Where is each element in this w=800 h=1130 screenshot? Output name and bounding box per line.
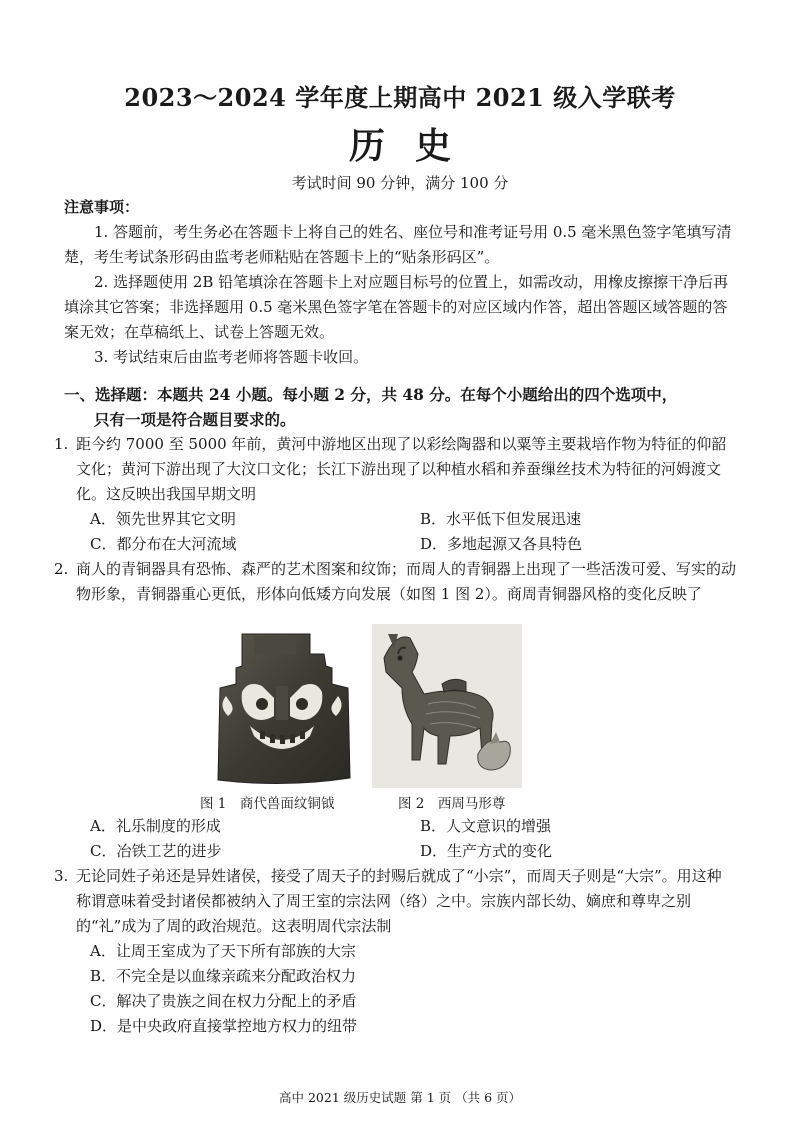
question-stem bbox=[54, 864, 736, 939]
question-stem bbox=[54, 557, 737, 607]
question-number: 3. bbox=[54, 867, 69, 885]
option-c: C．都分布在大河流域 bbox=[90, 535, 237, 553]
notice-item: 2. 选择题使用 2B 铅笔填涂在答题卡上对应题目标号的位置上，如需改动，用橡皮擦擦干净后再填涂其它答案；非选择题用 0.5 毫米黑色签字笔在答题卡的对应区域内作答，超出答题区域答题的答案无效；在草稿纸上、试卷上答题无效。 bbox=[64, 273, 729, 341]
subject-title: 历史 bbox=[348, 125, 481, 167]
option-b: B．人文意识的增强 bbox=[420, 817, 552, 835]
question-2-options bbox=[76, 814, 736, 864]
option-d: D．生产方式的变化 bbox=[420, 842, 553, 860]
option-d: D．多地起源又各具特色 bbox=[420, 535, 583, 553]
question-text: 商人的青铜器具有恐怖、森严的艺术图案和纹饰；而周人的青铜器上出现了一些活泼可爱、写实的动物形象，青铜器重心更低，形体向低矮方向发展（如图 1 图 2）。商周青铜器风格的变化反映了 bbox=[76, 560, 737, 603]
option-a: A．领先世界其它文明 bbox=[90, 510, 236, 528]
exam-title: 2023～2024 学年度上期高中 2021 级入学联考 bbox=[124, 83, 676, 112]
option-list bbox=[90, 814, 736, 864]
section-heading-line1: 一、选择题：本题共 24 小题。每小题 2 分，共 48 分。在每个小题给出的四个选项中， bbox=[64, 385, 678, 404]
question-number: 2. bbox=[54, 560, 69, 578]
figures-row bbox=[200, 624, 674, 824]
question-3 bbox=[54, 864, 736, 1039]
option-b: B．水平低下但发展迅速 bbox=[420, 510, 582, 528]
question-text: 距今约 7000 至 5000 年前，黄河中游地区出现了以彩绘陶器和以粟等主要栽培作物为特征的仰韶文化；黄河下游出现了大汶口文化；长江下游出现了以种植水稻和养蚕缫丝技术为特征的河姆渡文化。这反映出我国早期文明 bbox=[76, 435, 727, 503]
question-2 bbox=[54, 557, 737, 607]
figure-1-caption: 图 1 商代兽面纹铜钺 bbox=[200, 796, 335, 812]
option-a: A．礼乐制度的形成 bbox=[90, 817, 221, 835]
option-c: C．冶铁工艺的进步 bbox=[90, 842, 222, 860]
bronze-yue-axe-image bbox=[214, 632, 352, 788]
question-number: 1. bbox=[54, 435, 69, 453]
option-b: B．不完全是以血缘亲疏来分配政治权力 bbox=[90, 967, 357, 985]
figure-2-caption: 图 2 西周马形尊 bbox=[398, 796, 506, 812]
bronze-horse-zun-image bbox=[372, 624, 522, 788]
notice-item: 1. 答题前，考生务必在答题卡上将自己的姓名、座位号和准考证号用 0.5 毫米黑色签字笔填写清楚，考生考试条形码由监考老师粘贴在答题卡上的“贴条形码区”。 bbox=[64, 223, 732, 266]
exam-info: 考试时间 90 分钟，满分 100 分 bbox=[291, 174, 509, 192]
option-d: D．是中央政府直接掌控地方权力的纽带 bbox=[90, 1017, 358, 1035]
option-a: A．让周王室成为了天下所有部族的大宗 bbox=[90, 942, 356, 960]
section-heading bbox=[64, 382, 744, 432]
question-stem bbox=[54, 432, 736, 507]
page-footer: 高中 2021 级历史试题 第 1 页 （共 6 页） bbox=[278, 1090, 521, 1105]
option-list bbox=[90, 939, 736, 1039]
option-list bbox=[90, 507, 736, 557]
notice-heading: 注意事项： bbox=[64, 198, 140, 216]
question-text: 无论同姓子弟还是异姓诸侯，接受了周天子的封赐后就成了“小宗”，而周天子则是“大宗”。用这种称谓意味着受封诸侯都被纳入了周王室的宗法网（络）之中。宗族内部长幼、嫡庶和尊卑之别的“礼”成为了周的政治规范。这表明周代宗法制 bbox=[76, 867, 722, 935]
notice-list bbox=[64, 220, 736, 370]
section-heading-line2: 只有一项是符合题目要求的。 bbox=[94, 410, 296, 429]
notice-item: 3. 考试结束后由监考老师将答题卡收回。 bbox=[94, 348, 369, 366]
option-c: C．解决了贵族之间在权力分配上的矛盾 bbox=[90, 992, 357, 1010]
question-1 bbox=[54, 432, 736, 557]
